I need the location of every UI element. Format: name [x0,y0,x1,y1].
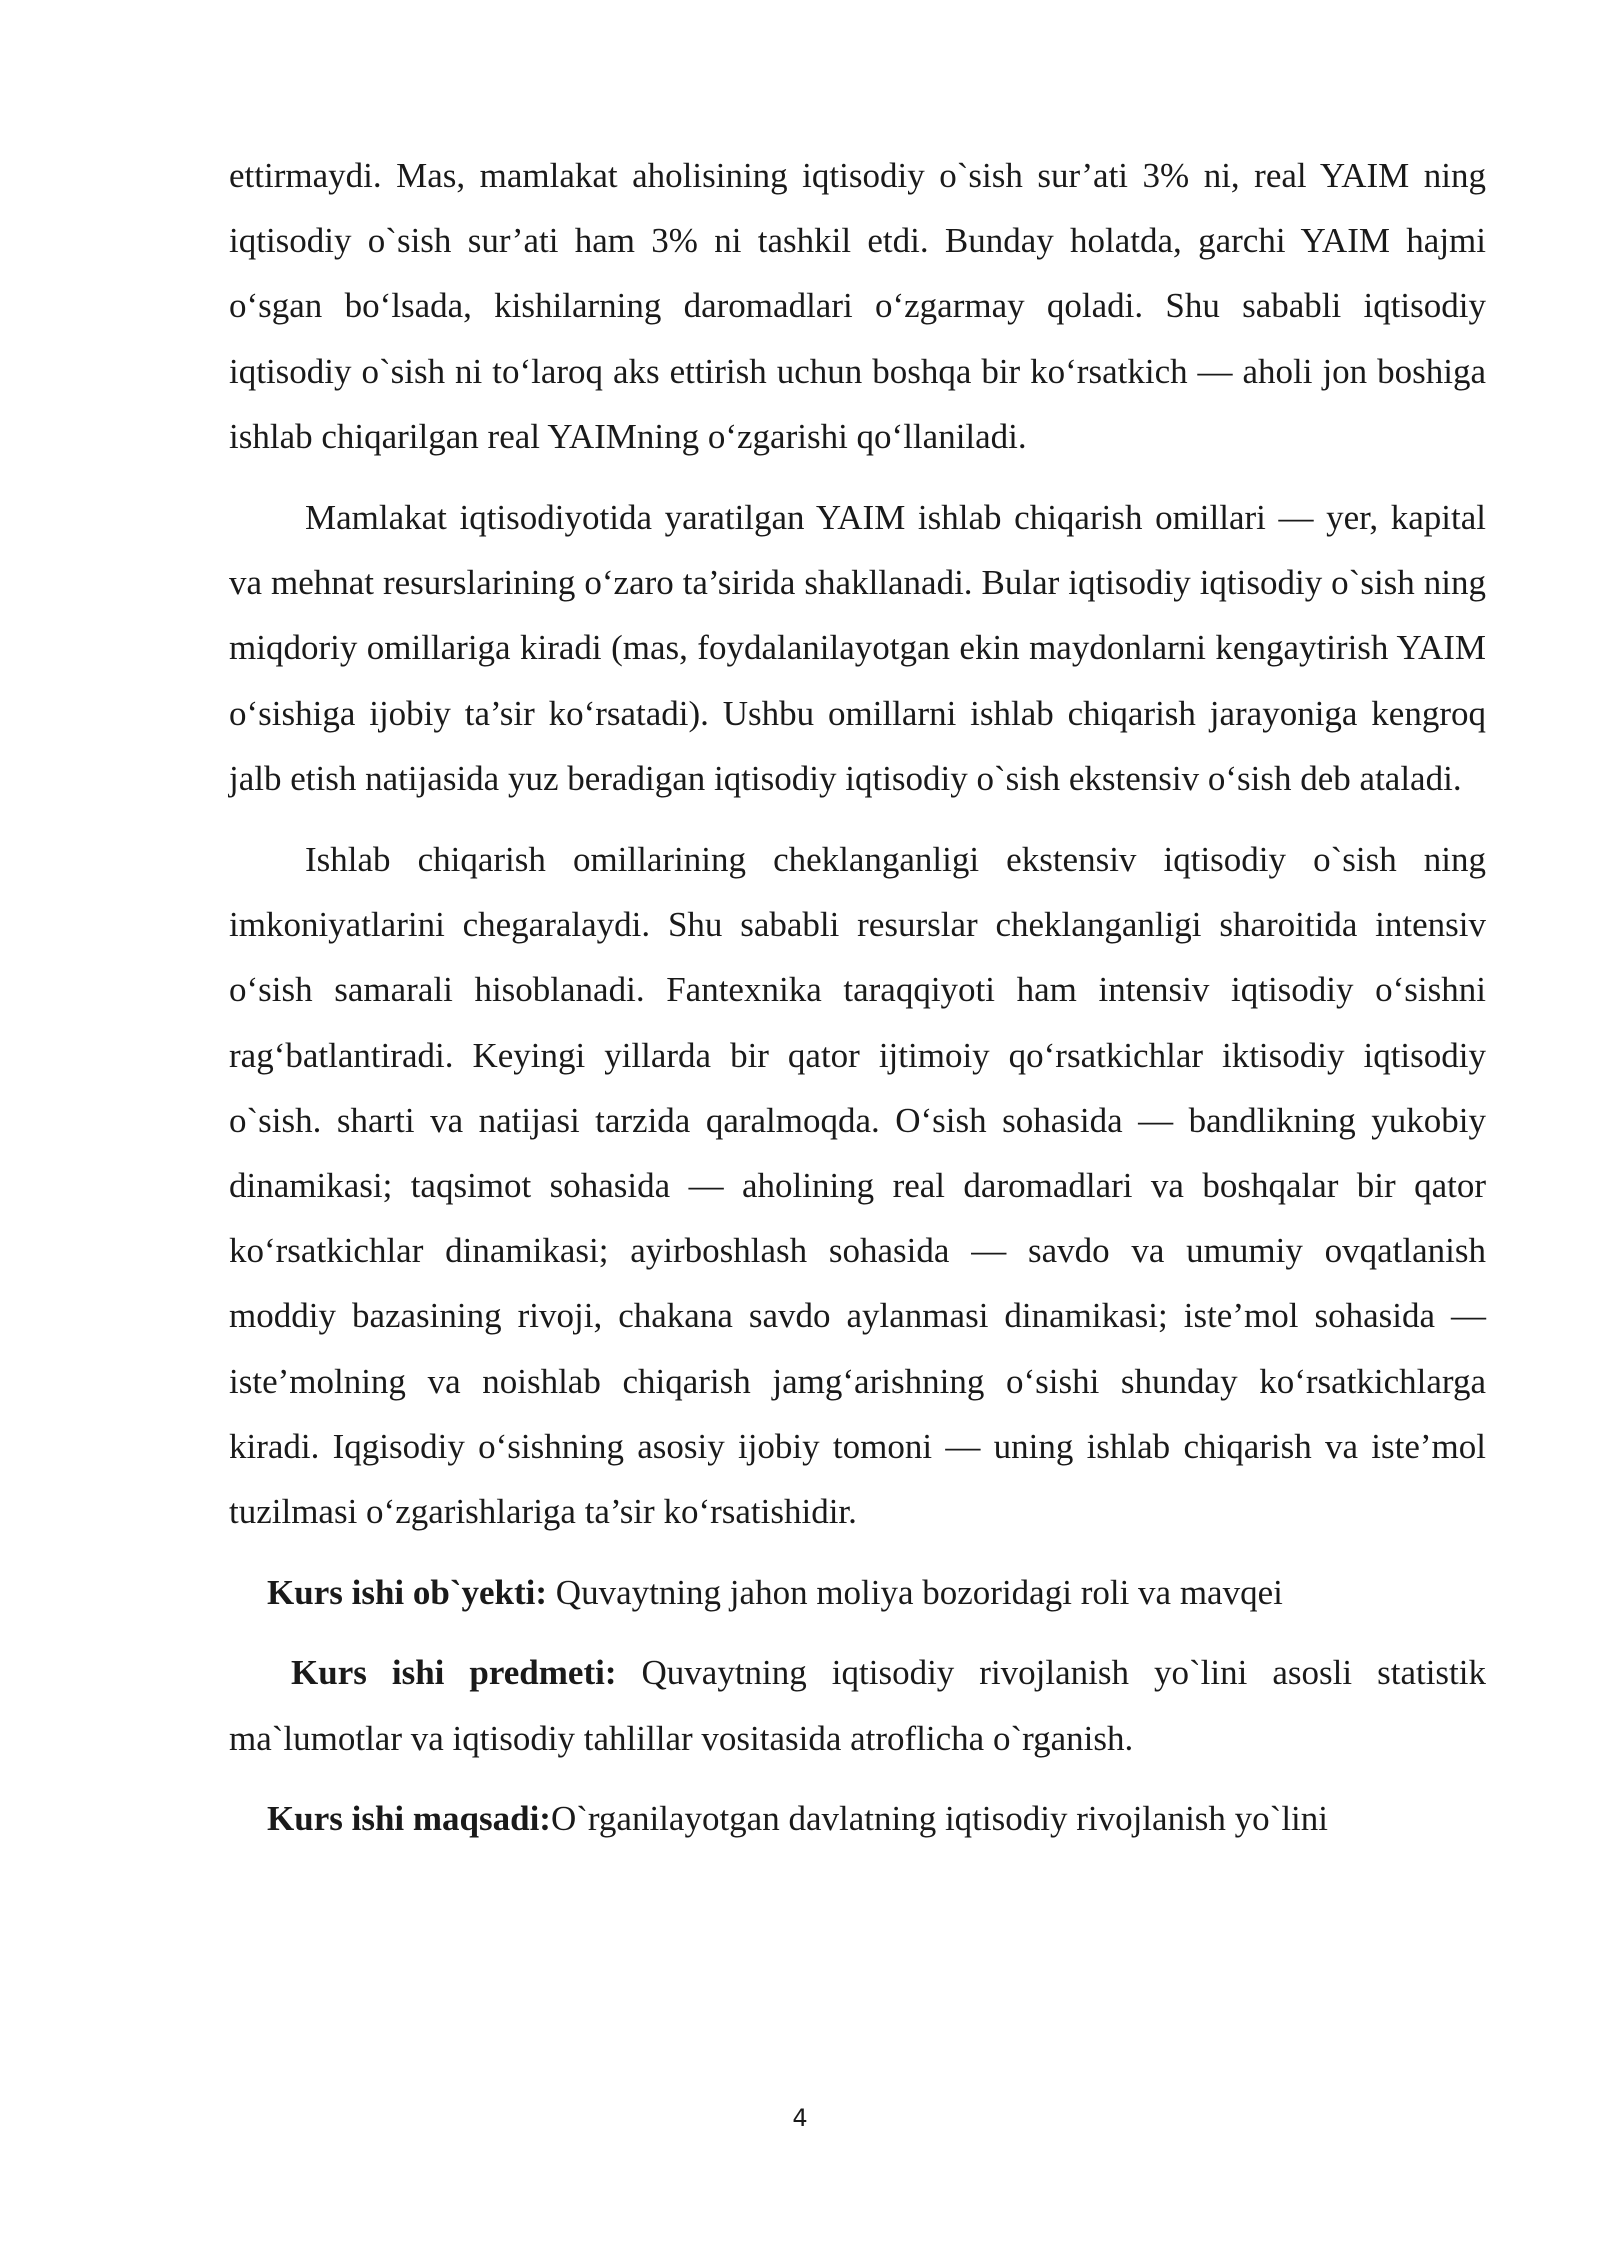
course-goal-text: O`rganilayotgan davlatning iqtisodiy rivojlanish yo`lini [550,1798,1328,1838]
page-number: 4 [792,2104,808,2132]
course-object-text: Quvaytning jahon moliya bozoridagi roli va mavqei [547,1573,1283,1613]
paragraph-3: Ishlab chiqarish omillarining cheklanganligi ekstensiv iqtisodiy o`sish ning imkoniyatlarini chegaralaydi. Shu sababli resurslar cheklanganligi sharoitida intensiv o‘sish samarali hisoblanadi. Fantexnika taraqqiyoti ham intensiv iqtisodiy o‘sishni rag‘batlantiradi. Keyingi yillarda bir qator ijtimoiy qo‘rsatkichlar iktisodiy iqtisodiy o`sish. sharti va natijasi tarzida qaralmoqda. O‘sish sohasida — bandlikning yukobiy dinamikasi; taqsimot sohasida — aholining real daromadlari va boshqalar bir qator ko‘rsatkichlar dinamikasi; ayirboshlash sohasida — savdo va umumiy ovqatlanish moddiy bazasining rivoji, chakana savdo aylanmasi dinamikasi; iste’mol sohasida — iste’molning va noishlab chiqarish jamg‘arishning o‘sishi shunday ko‘rsatkichlarga kiradi. Iqgisodiy o‘sishning asosiy ijobiy tomoni — uning ishlab chiqarish va iste’mol tuzilmasi o‘zgarishlariga ta’sir ko‘rsatishidir. [229,840,1486,1532]
paragraph-2: Mamlakat iqtisodiyotida yaratilgan YAIM ishlab chiqarish omillari — yer, kapital va mehnat resurslarining o‘zaro ta’sirida shakllanadi. Bular iqtisodiy iqtisodiy o`sish ning miqdoriy omillariga kiradi (mas, foydalanilayotgan ekin maydonlarni kengaytirish YAIM o‘sishiga ijobiy ta’sir ko‘rsatadi). Ushbu omillarni ishlab chiqarish jarayoniga kengroq jalb etish natijasida yuz beradigan iqtisodiy iqtisodiy o`sish ekstensiv o‘sish deb ataladi. [229,498,1486,798]
course-object-label: Kurs ishi ob`yekti: [267,1573,548,1613]
course-goal-line [229,1786,1486,1851]
paragraph-1: ettirmaydi. Mas, mamlakat aholisining iqtisodiy o`sish sur’ati 3% ni, real YAIM ning iqtisodiy o`sish sur’ati ham 3% ni tashkil etdi. Bunday holatda, garchi YAIM hajmi o‘sgan bo‘lsada, kishilarning daromadlari o‘zgarmay qoladi. Shu sababli iqtisodiy iqtisodiy o`sish ni to‘laroq aks ettirish uchun boshqa bir ko‘rsatkich — aholi jon boshiga ishlab chiqarilgan real YAIMning o‘zgarishi qo‘llaniladi. [229,156,1486,456]
course-subject-text: Quvaytning iqtisodiy rivojlanish yo`lini asosli statistik ma`lumotlar va iqtisodiy tahlillar vositasida atroflicha o`rganish. [229,1653,1486,1758]
course-subject-line [229,1640,1486,1770]
course-object-line [229,1560,1486,1625]
course-goal-label: Kurs ishi maqsadi: [267,1798,551,1838]
document-body [229,143,1486,1851]
course-subject-label: Kurs ishi predmeti: [291,1653,617,1693]
